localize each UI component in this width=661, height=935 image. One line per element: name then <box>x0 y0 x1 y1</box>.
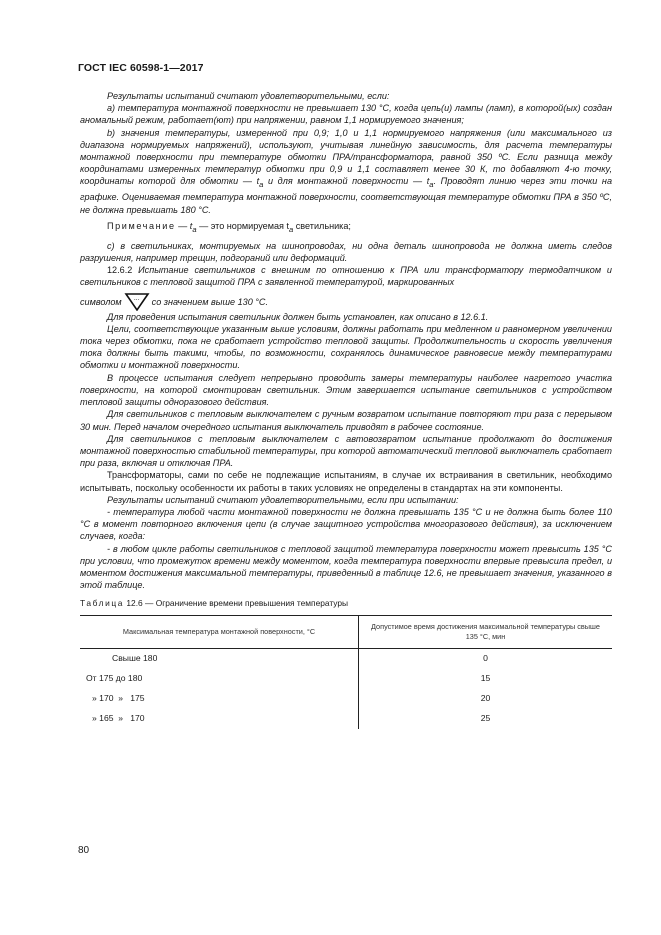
column-header-time: Допустимое время достижения максимальной температуры свыше 135 °С, мин <box>359 615 613 648</box>
paragraph: Для светильников с тепловым выключателем с автовозвратом испытание продолжают до достижения монтажной поверхностью стабильной температуры, при которой автоматический тепловой выключатель сработает при раза, включая и отключая ПРА. <box>80 433 612 469</box>
paragraph-text: . Проводят линию через эти точки на графике. Оцениваемая температура монтажной поверхности, соответствующая температуре обмотки ПРА в 350 ºС, не должна превышать 180 °С. <box>80 176 612 215</box>
table-row <box>80 669 612 689</box>
paragraph: - в любом цикле работы светильников с тепловой защитой температура поверхности может превысить 135 °С при условии, что промежуток времени между моментом, когда температура поверхности впервые превысила предел, и моментом достижения максимальной температуры, приведенный в таблице 12.6, не превышает значения, указанного в этой таблице. <box>80 543 612 591</box>
table-caption-label: Таблица <box>80 598 125 609</box>
cell-temperature: » 165 » 170 <box>80 709 359 729</box>
clause-number: 12.6.2 <box>107 265 133 276</box>
note-text: — t <box>175 220 193 231</box>
note <box>80 220 612 236</box>
paragraph: а) температура монтажной поверхности не превышает 130 °С, когда цепь(и) лампы (ламп), в которой(ых) создан аномальный режим, работает(ют) при напряжении, равном 1,1 нормируемого значения; <box>80 103 612 126</box>
table-caption <box>80 597 612 609</box>
paragraph <box>80 291 612 311</box>
table-row <box>80 648 612 669</box>
paragraph-text: b) значения температуры, измеренной при 0,9; 1,0 и 1,1 нормируемого напряжения (или максимального из диапазона нормируемых напряжений), используют, учитывая линейную зависимость, для расчета температуры монтажной поверхности при температуре обмотки ПРА/трансформатора, равной 350 ºС. Если разница между координатами измеренных температур обмотки при 0,9 и 1,1 составляет менее 30 К, то добавляют 4-ю точку, координаты которой для обмотки — t <box>80 127 612 187</box>
column-header-temperature: Максимальная температура монтажной поверхности, °С <box>80 615 359 648</box>
paragraph-text: Испытание светильников с внешним по отношению к ПРА или трансформатору термодатчиком и светильников с тепловой защитой ПРА с заявленной температурой, маркированных <box>80 265 612 288</box>
cell-time: 20 <box>480 693 491 704</box>
cell-time: 15 <box>480 673 491 684</box>
cell-time: 25 <box>480 713 491 724</box>
cell-temperature: От 175 до 180 <box>80 669 359 689</box>
paragraph <box>80 264 612 288</box>
cell-temperature: Свыше 180 <box>80 648 359 669</box>
cell-temperature: » 170 » 175 <box>80 689 359 709</box>
temperature-table <box>80 615 612 729</box>
paragraph: Результаты испытаний считают удовлетворительными, если при испытании: <box>107 494 459 505</box>
table-row <box>80 689 612 709</box>
paragraph: - температура любой части монтажной поверхности не должна превышать 135 °С и не должна быть более 110 °С в момент повторного включения цепи (в случае защитного устройства многоразового действия), за исключением случаев, когда: <box>80 506 612 542</box>
document-header: ГОСТ IEC 60598-1—2017 <box>78 62 204 74</box>
subscript: а <box>259 180 264 190</box>
paragraph: с) в светильниках, монтируемых на шинопроводах, ни одна деталь шинопровода не должна иметь следов разрушения, например трещин, подгораний или деформаций. <box>80 240 612 264</box>
table-header-row <box>80 615 612 648</box>
paragraph-text: символом <box>80 296 122 307</box>
note-text: светильника; <box>293 220 351 231</box>
note-text: — это нормируемая t <box>196 220 289 231</box>
paragraph-text: и для монтажной поверхности — t <box>263 176 430 187</box>
paragraph: Для светильников с тепловым выключателем с ручным возвратом испытание повторяют три раза с перерывом 30 мин. Перед началом очередного испытания выключатель приводят в рабочее состояние. <box>80 409 612 432</box>
table-row <box>80 709 612 729</box>
paragraph <box>80 127 612 216</box>
note-label: Примечание <box>107 220 176 231</box>
document-body <box>80 90 612 729</box>
paragraph: Цели, соответствующие указанным выше условиям, должны работать при медленном и равномерном увеличении тока через обмотки, пока не сработает устройство тепловой защиты. Продолжительность и скорость увеличения тока должны быть такими, чтобы, по возможности, сохранялось динамическое равновесие между температурами обмотки и монтажной поверхности. <box>80 323 612 371</box>
table-caption-text: 12.6 — Ограничение времени превышения температуры <box>124 598 349 609</box>
subscript: а <box>192 224 197 234</box>
symbol-dots: ... <box>133 294 140 302</box>
subscript: а <box>289 224 294 234</box>
thermal-protection-triangle-icon <box>124 291 150 311</box>
paragraph: Результаты испытаний считают удовлетворительными, если: <box>107 91 390 101</box>
paragraph: В процессе испытания следует непрерывно проводить замеры температуры наиболее нагретого участка поверхности, на которой смонтирован светильник. Этим завершается испытание светильников с устройством тепловой защиты одноразового действия. <box>80 372 612 408</box>
paragraph: Трансформаторы, сами по себе не подлежащие испытаниям, в случае их встраивания в светильник, необходимо испытывать, поскольку особенности их работы в таких условиях не определены в стандартах на эти компоненты. <box>80 470 612 493</box>
paragraph: Для проведения испытания светильник должен быть установлен, как описано в 12.6.1. <box>107 311 489 322</box>
page-number: 80 <box>78 845 90 856</box>
paragraph-text: со значением выше 130 °С. <box>151 296 269 307</box>
cell-time: 0 <box>483 653 488 664</box>
subscript: а <box>429 180 434 190</box>
